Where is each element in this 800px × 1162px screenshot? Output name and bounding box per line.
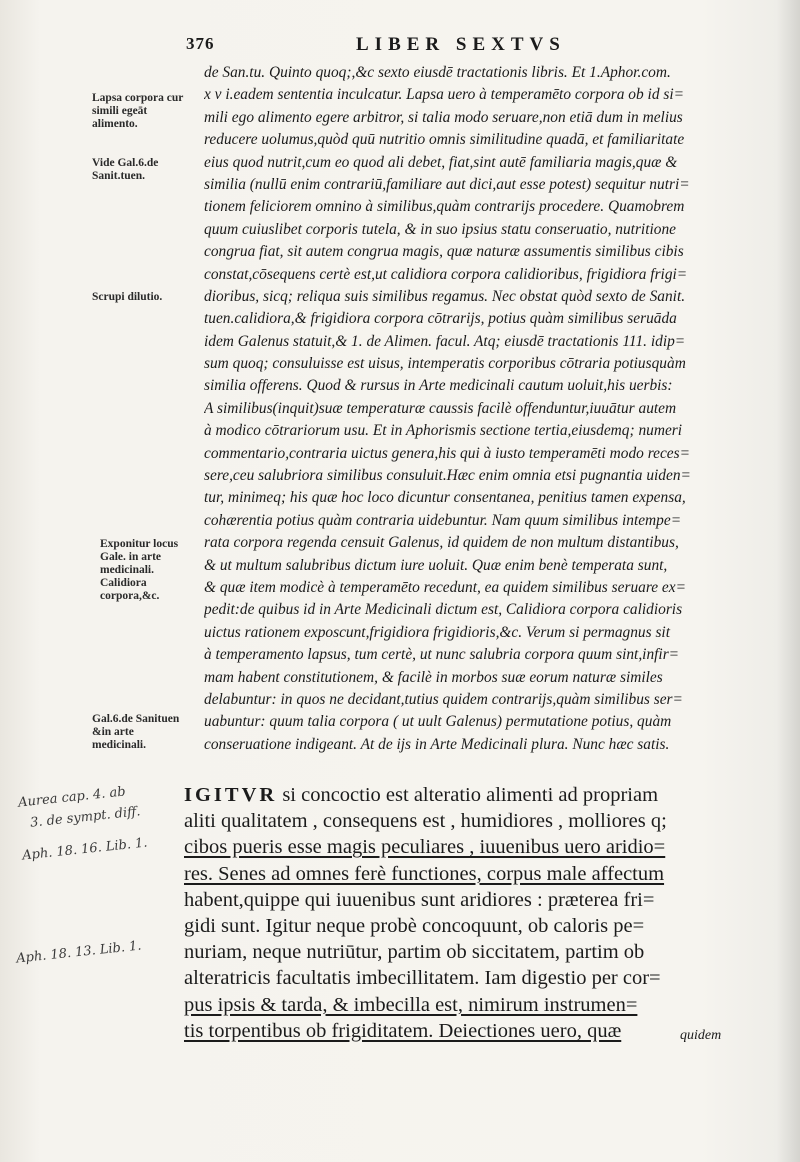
commentary-block [204, 62, 764, 756]
commentary-line: à modico cōtrariorum usu. Et in Aphorismis sectione tertia,eiusdemq; numeri [204, 422, 683, 440]
page-header [0, 34, 800, 60]
commentary-line: sere,ceu salubriora similibus consuluit.Hæc enim omnia etsi pugnantia uiden= [204, 467, 691, 485]
commentary-line: & quæ item modicè à temperamēto recedunt, ea quidem similibus seruare ex= [204, 578, 686, 596]
commentary-line: rata corpora regenda censuit Galenus, id quidem de non multum distantibus, [204, 534, 679, 552]
commentary-line: tuen.calidiora,& frigidiora corpora cōtrarijs, potius quàm similibus seruāda [204, 310, 677, 328]
running-head: LIBER SEXTVS [356, 34, 566, 55]
main-text-line [184, 939, 744, 965]
handwritten-note: 3. de sympt. diff. [29, 804, 142, 831]
main-text-line [184, 887, 744, 913]
commentary-line: uictus rationem exposcunt,frigidiora frigidioris,&c. Verum si permagnus sit [204, 623, 670, 641]
commentary-line: & ut multum salubribus dictum iure uoluit. Quæ enim benè temperata sunt, [204, 556, 668, 574]
commentary-line: de San.tu. Quinto quoq;,&c sexto eiusdē tractationis libris. Et 1.Aphor.com. [204, 64, 671, 81]
handwritten-note: Aph. 18. 16. Lib. 1. [21, 835, 149, 864]
main-text-span: res. Senes ad omnes ferè functiones, corpus male affectum [184, 862, 665, 885]
main-text-line [184, 782, 744, 808]
commentary-line: constat,cōsequens certè est,ut calidiora corpora calidioribus, frigidiora frigi= [204, 265, 688, 283]
commentary-line: similia offerens. Quod & rursus in Arte medicinali cautum uoluit,his uerbis: [204, 377, 673, 395]
main-text-span: aliti qualitatem , consequens est , humidiores , molliores q; [184, 810, 667, 833]
opening-word: IGITVR [184, 784, 278, 806]
main-text-line [184, 913, 744, 939]
main-text-line [184, 965, 744, 991]
commentary-line: pedit:de quibus id in Arte Medicinali dictum est, Calidiora corpora calidioris [204, 601, 683, 619]
margin-note: Vide Gal.6.de Sanit.tuen. [92, 157, 159, 182]
main-text-line [184, 834, 744, 860]
main-text-line [184, 1018, 744, 1044]
main-text-line [184, 992, 744, 1018]
commentary-line: conseruatione indigeant. At de ijs in Arte Medicinali plura. Nunc hæc satis. [204, 735, 670, 753]
commentary-line: A similibus(inquit)suæ temperaturæ caussis facilè offenduntur,iuuātur autem [204, 399, 677, 417]
commentary-line: x v i.eadem sententia inculcatur. Lapsa uero à temperamēto corpora ob id si= [204, 86, 685, 104]
main-text-span: gidi sunt. Igitur neque probè concoquunt, ob caloris pe= [184, 914, 645, 937]
handwritten-note: Aurea cap. 4. ab [17, 784, 127, 811]
commentary-line: eius quod nutrit,cum eo quod ali debet, fiat,sint autē familiaria magis,quæ & [204, 153, 678, 171]
margin-note: Lapsa corpora cur simili egeāt alimento. [92, 92, 184, 130]
main-text-span: pus ipsis & tarda, & imbecilla est, nimirum instrumen= [184, 993, 638, 1016]
margin-note: Exponitur locus Gale. in arte medicinali. Calidiora corpora,&c. [100, 538, 179, 602]
main-text-span: tis torpentibus ob frigiditatem. Deiectiones uero, quæ [184, 1019, 622, 1042]
main-text-span: nuriam, neque nutriūtur, partim ob siccitatem, partim ob [184, 941, 645, 964]
commentary-line: delabuntur: in quos ne decidant,tutius quidem contrarijs,quàm similibus ser= [204, 690, 683, 708]
margin-note: Scrupi dilutio. [92, 291, 163, 303]
commentary-line: congrua fiat, sit autem congrua magis, quæ naturæ assumentis similibus cibis [204, 243, 684, 261]
commentary-line: mam habent constitutionem, & facilè in morbos suæ eorum naturæ similes [204, 668, 663, 686]
main-text-span: cibos pueris esse magis peculiares , iuuenibus uero aridio= [184, 836, 666, 859]
commentary-line: dioribus, sicq; reliqua suis similibus regamus. Nec obstat quòd sexto de Sanit. [204, 287, 686, 305]
commentary-line: sum quoq; consuluisse est uisus, intemperatis corporibus cōtraria potiusquàm [204, 355, 686, 373]
commentary-line: idem Galenus statuit,& 1. de Alimen. facul. Atq; eiusdē tractationis 111. idip= [204, 332, 686, 350]
commentary-line: tionem feliciorem omnino à similibus,quàm contrarijs procedere. Quamobrem [204, 198, 685, 216]
catchword: quidem [680, 1028, 722, 1043]
main-text-span: alteratricis facultatis imbecillitatem. Iam digestio per cor= [184, 967, 661, 990]
commentary-line: reducere uolumus,quòd quū nutritio omnis similitudine quadā, et familiaritate [204, 131, 685, 149]
commentary-line: commentario,contraria uictus genera,his qui à iusto temperamēti modo reces= [204, 444, 691, 462]
page-number: 376 [186, 34, 215, 53]
main-text-span: habent,quippe qui iuuenibus sunt aridiores : præterea fri= [184, 888, 655, 911]
main-text-block [184, 782, 744, 1044]
main-text-span: si concoctio est alteratio alimenti ad propriam [277, 784, 659, 806]
main-text-line [184, 861, 744, 887]
commentary-line: tur, minimeq; his quæ hoc loco dicuntur consentanea, penitius tamen expensa, [204, 489, 686, 507]
commentary-line: à temperamento lapsus, tum certè, ut nunc salubria corpora quum sint,infir= [204, 646, 680, 664]
handwritten-note: Aph. 18. 13. Lib. 1. [15, 938, 143, 967]
binding-shadow [776, 0, 800, 1162]
main-text-line [184, 808, 744, 834]
margin-note: Gal.6.de Sanituen &in arte medicinali. [92, 713, 180, 751]
commentary-line: quum cuiuslibet corporis tutela, & in suo ipsius statu conseruatio, nutritione [204, 220, 676, 238]
commentary-line: similia (nullū enim contrariū,familiare aut dici,aut esse potest) sequitur nutri= [204, 175, 690, 193]
commentary-line: mili ego alimento egere arbitror, si talia modo seruare,non etiā dum in melius [204, 108, 683, 126]
commentary-line: cohærentia potius quàm contraria uidebuntur. Nam quum similibus intempe= [204, 511, 682, 529]
commentary-line: uabuntur: quum talia corpora ( ut uult Galenus) permutatione potius, quàm [204, 713, 672, 731]
